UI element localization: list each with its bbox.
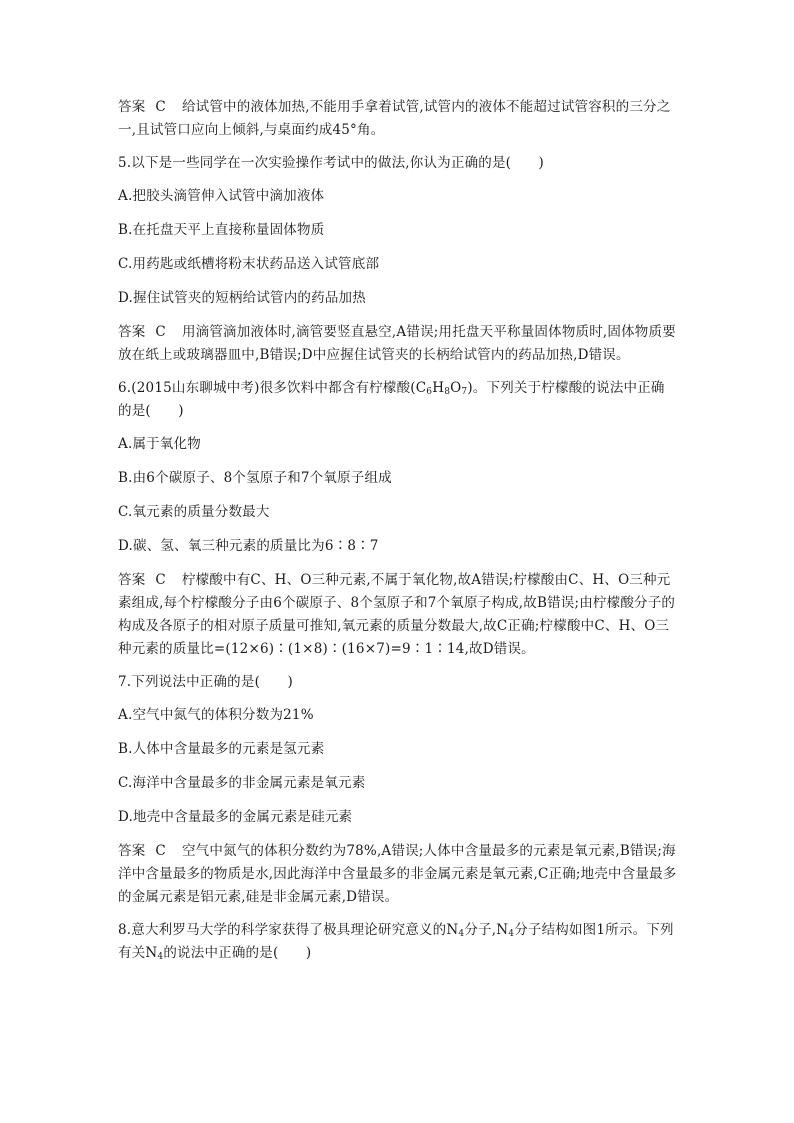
question-6-option-b: B.由6个碳原子、8个氢原子和7个氧原子组成 bbox=[118, 470, 392, 486]
subscript: 4 bbox=[458, 929, 465, 939]
question-5-option-b: B.在托盘天平上直接称量固体物质 bbox=[118, 222, 325, 238]
subscript: 7 bbox=[461, 387, 468, 397]
question-5-stem: 5.以下是一些同学在一次实验操作考试中的做法,你认为正确的是( ) bbox=[118, 155, 545, 171]
answer-6 bbox=[118, 569, 678, 661]
formula-element: O bbox=[450, 380, 462, 396]
question-6-option-a: A.属于氧化物 bbox=[118, 436, 201, 452]
answer-key: C bbox=[155, 324, 166, 340]
answer-label: 答案 bbox=[118, 324, 146, 340]
answer-5 bbox=[118, 321, 678, 367]
stem-text: 分子,N bbox=[464, 922, 509, 938]
question-7-option-c: C.海洋中含量最多的非金属元素是氧元素 bbox=[118, 775, 366, 791]
subscript: 8 bbox=[444, 387, 451, 397]
question-8-stem bbox=[118, 919, 678, 965]
answer-explanation: 用滴管滴加液体时,滴管要竖直悬空,A错误;用托盘天平称量固体物质时,固体物质要放在纸上或玻璃器皿中,B错误;D中应握住试管夹的长柄给试管内的药品加热,D错误。 bbox=[118, 324, 676, 363]
question-5-option-c: C.用药匙或纸槽将粉末状药品送入试管底部 bbox=[118, 256, 380, 272]
formula-element: H bbox=[432, 380, 445, 396]
subscript: 6 bbox=[426, 387, 433, 397]
question-7-option-b: B.人体中含量最多的元素是氢元素 bbox=[118, 741, 325, 757]
answer-key: C bbox=[155, 843, 166, 859]
question-6-stem bbox=[118, 377, 678, 423]
subscript: 4 bbox=[508, 929, 515, 939]
answer-7 bbox=[118, 840, 678, 909]
stem-text: 6.(2015山东聊城中考)很多饮料中都含有柠檬酸(C bbox=[118, 380, 427, 396]
answer-explanation: 柠檬酸中有C、H、O三种元素,不属于氧化物,故A错误;柠檬酸由C、H、O三种元素组成,每个柠檬酸分子由6个碳原子、8个氢原子和7个氧原子构成,故B错误;由柠檬酸分子的构成及各原子的相对原子质量可推知,氧元素的质量分数最大,故C正确;柠檬酸中C、H、O三种元素的质量比=(12×6)∶(1×8)∶(16×7)=9∶1∶14,故D错误。 bbox=[118, 572, 676, 657]
stem-text: )。下列关于柠檬酸的说法中正确的是( ) bbox=[118, 380, 665, 419]
question-7-stem: 7.下列说法中正确的是( ) bbox=[118, 674, 293, 690]
stem-text: 8.意大利罗马大学的科学家获得了极具理论研究意义的N bbox=[118, 922, 459, 938]
question-5-option-d: D.握住试管夹的短柄给试管内的药品加热 bbox=[118, 290, 366, 306]
answer-explanation: 给试管中的液体加热,不能用手拿着试管,试管内的液体不能超过试管容积的三分之一,且试管口应向上倾斜,与桌面约成45°角。 bbox=[118, 99, 671, 138]
question-5-option-a: A.把胶头滴管伸入试管中滴加液体 bbox=[118, 188, 325, 204]
answer-label: 答案 bbox=[118, 843, 146, 859]
question-6-option-d: D.碳、氢、氧三种元素的质量比为6∶8∶7 bbox=[118, 538, 379, 554]
document-page bbox=[118, 96, 678, 975]
stem-text: 的说法中正确的是( ) bbox=[163, 945, 312, 961]
answer-label: 答案 bbox=[118, 572, 146, 588]
answer-label: 答案 bbox=[118, 99, 146, 115]
answer-key: C bbox=[155, 572, 166, 588]
question-7-option-d: D.地壳中含量最多的金属元素是硅元素 bbox=[118, 809, 353, 825]
answer-explanation: 空气中氮气的体积分数约为78%,A错误;人体中含量最多的元素是氧元素,B错误;海洋中含量最多的物质是水,因此海洋中含量最多的非金属元素是氧元素,C正确;地壳中含量最多的金属元素是铝元素,硅是非金属元素,D错误。 bbox=[118, 843, 677, 905]
answer-key: C bbox=[155, 99, 166, 115]
question-7-option-a: A.空气中氮气的体积分数为21% bbox=[118, 707, 314, 723]
question-6-option-c: C.氧元素的质量分数最大 bbox=[118, 504, 270, 520]
stem-text: 分子结构如图1所示。下列有关N bbox=[118, 922, 674, 961]
answer-4 bbox=[118, 96, 678, 142]
subscript: 4 bbox=[157, 952, 164, 962]
